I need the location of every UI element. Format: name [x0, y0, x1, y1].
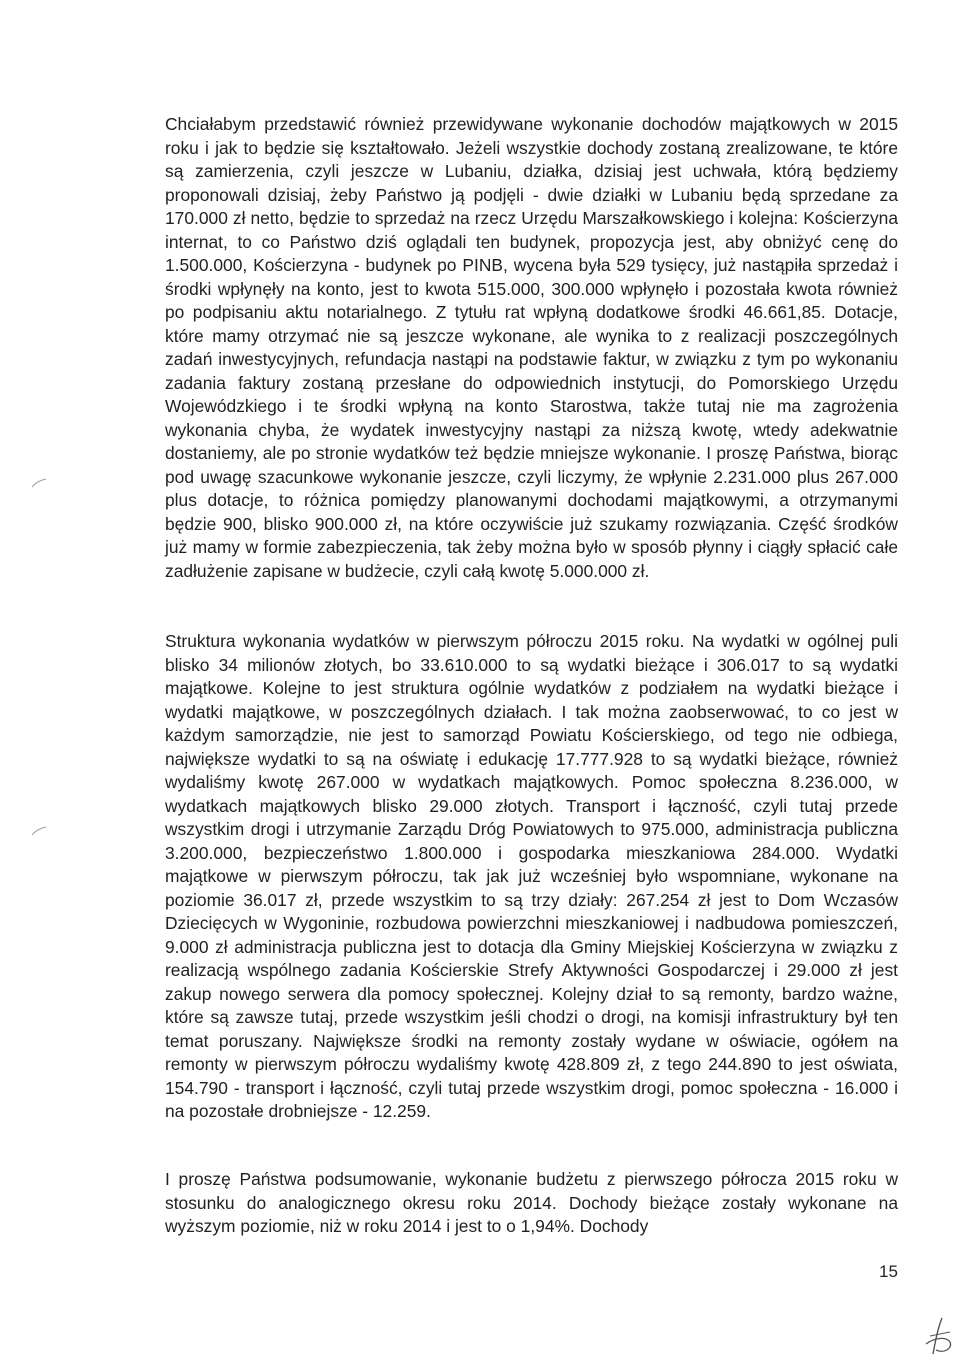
scan-margin-mark [31, 478, 47, 488]
page-number: 15 [879, 1262, 898, 1281]
scan-margin-mark [31, 826, 47, 836]
paragraph-podsumowanie: I proszę Państwa podsumowanie, wykonanie budżetu z pierwszego półrocza 2015 roku w stosunku do analogicznego okresu roku 2014. Dochody bieżące zostały wykonane na wyższym poziomie, niż w roku 2014 i jest to o 1,94%. Dochody [165, 1169, 898, 1236]
paragraph-struktura-wydatkow: Struktura wykonania wydatków w pierwszym półroczu 2015 roku. Na wydatki w ogólnej puli blisko 34 milionów złotych, bo 33.610.000 to są wydatki bieżące i 306.017 to są wydatki majątkowe. Kolejne to jest struktura ogólnie wydatków z podziałem na wydatki bieżące i wydatki majątkowe, w poszczególnych działach. I tak można zaobserwować, to co jest w każdym samorządzie, nie jest to samorząd Powiatu Kościerskiego, od tego nie odbiega, największe wydatki to są na oświatę i edukację 17.777.928 to są wydatki bieżące, również wydaliśmy kwotę 267.000 w wydatkach majątkowych. Pomoc społeczna 8.236.000, w wydatkach majątkowych blisko 29.000 złotych. Transport i łączność, czyli tutaj przede wszystkim drogi i utrzymanie Zarządu Dróg Powiatowych to 975.000, administracja publiczna 3.200.000, bezpieczeństwo 1.800.000 i gospodarka mieszkaniowa 284.000. Wydatki majątkowe w pierwszym półroczu, tak jak już wcześniej było wspomniane, wykonane na poziomie 36.017 zł, przede wszystkim to są trzy działy: 267.254 zł jest to Dom Wczasów Dziecięcych w Wygoninie, rozbudowa powierzchni mieszkaniowej i nadbudowa pomieszczeń, 9.000 zł administracja publiczna jest to dotacja dla Gminy Miejskiej Kościerzyna w związku z realizacją wspólnego zadania Kościerskie Strefy Aktywności Gospodarczej i 29.000 zł jest zakup nowego serwera dla pomocy społecznej. Kolejny dział to są remonty, bardzo ważne, które są zawsze tutaj, przede wszystkim jeśli chodzi o drogi, na komisji infrastruktury był ten temat poruszany. Największe środki na remonty zostały wydane w oświacie, ogółem na remonty w pierwszym półroczu wydaliśmy kwotę 428.809 zł, z tego 244.890 to jest oświata, 154.790 - transport i łączność, czyli tutaj przede wszystkim drogi, pomoc społeczna - 16.000 i na pozostałe drobniejsze - 12.259. [165, 631, 898, 1121]
paragraph-dochody-majatkowe: Chciałabym przedstawić również przewidywane wykonanie dochodów majątkowych w 2015 roku i jak to będzie się kształtowało. Jeżeli wszystkie dochody zostaną zrealizowane, te które są zamierzenia, czyli jeszcze w Lubaniu, działka, dzisiaj jest uchwała, którą będziemy proponowali dzisiaj, żeby Państwo ją podjęli - dwie działki w Lubaniu będą sprzedane za 170.000 zł netto, będzie to sprzedaż na rzecz Urzędu Marszałkowskiego i kolejna: Kościerzyna internat, to co Państwo dziś oglądali ten budynek, propozycja jest, aby obniżyć cenę do 1.500.000, Kościerzyna - budynek po PINB, wycena była 529 tysięcy, już nastąpiła sprzedaż i środki wpłynęły na konto, jest to kwota 515.000, 300.000 wpłynęło i pozostała kwota również po podpisaniu aktu notarialnego. Z tytułu rat wpłyną dodatkowe środki 46.661,85. Dotacje, które mamy otrzymać nie są jeszcze wykonane, ale wynika to z realizacji poszczególnych zadań inwestycyjnych, refundacja nastąpi na podstawie faktur, w związku z tym po wykonaniu zadania faktury zostaną przesłane do odpowiednich instytucji, do Pomorskiego Urzędu Wojewódzkiego i te środki wpłyną na konto Starostwa, także tutaj nie ma zagrożenia wykonania chyba, że wydatek inwestycyjny nastąpi za niższą kwotę, wtedy adekwatnie dostaniemy, ale po stronie wydatków też będzie mniejsze wykonanie. I proszę Państwa, biorąc pod uwagę szacunkowe wykonanie jeszcze, czyli liczymy, że wpłynie 2.231.000 plus 267.000 plus dotacje, to różnica pomiędzy planowanymi dochodami majątkowymi, a otrzymanymi będzie 900, blisko 900.000 zł, na które oczywiście już szukamy rozwiązania. Część środków już mamy w formie zabezpieczenia, tak żeby można było w sposób płynny i ciągły spłacić całe zadłużenie zapisane w budżecie, czyli całą kwotę 5.000.000 zł. [165, 114, 898, 581]
handwritten-signature-icon [920, 1314, 956, 1358]
